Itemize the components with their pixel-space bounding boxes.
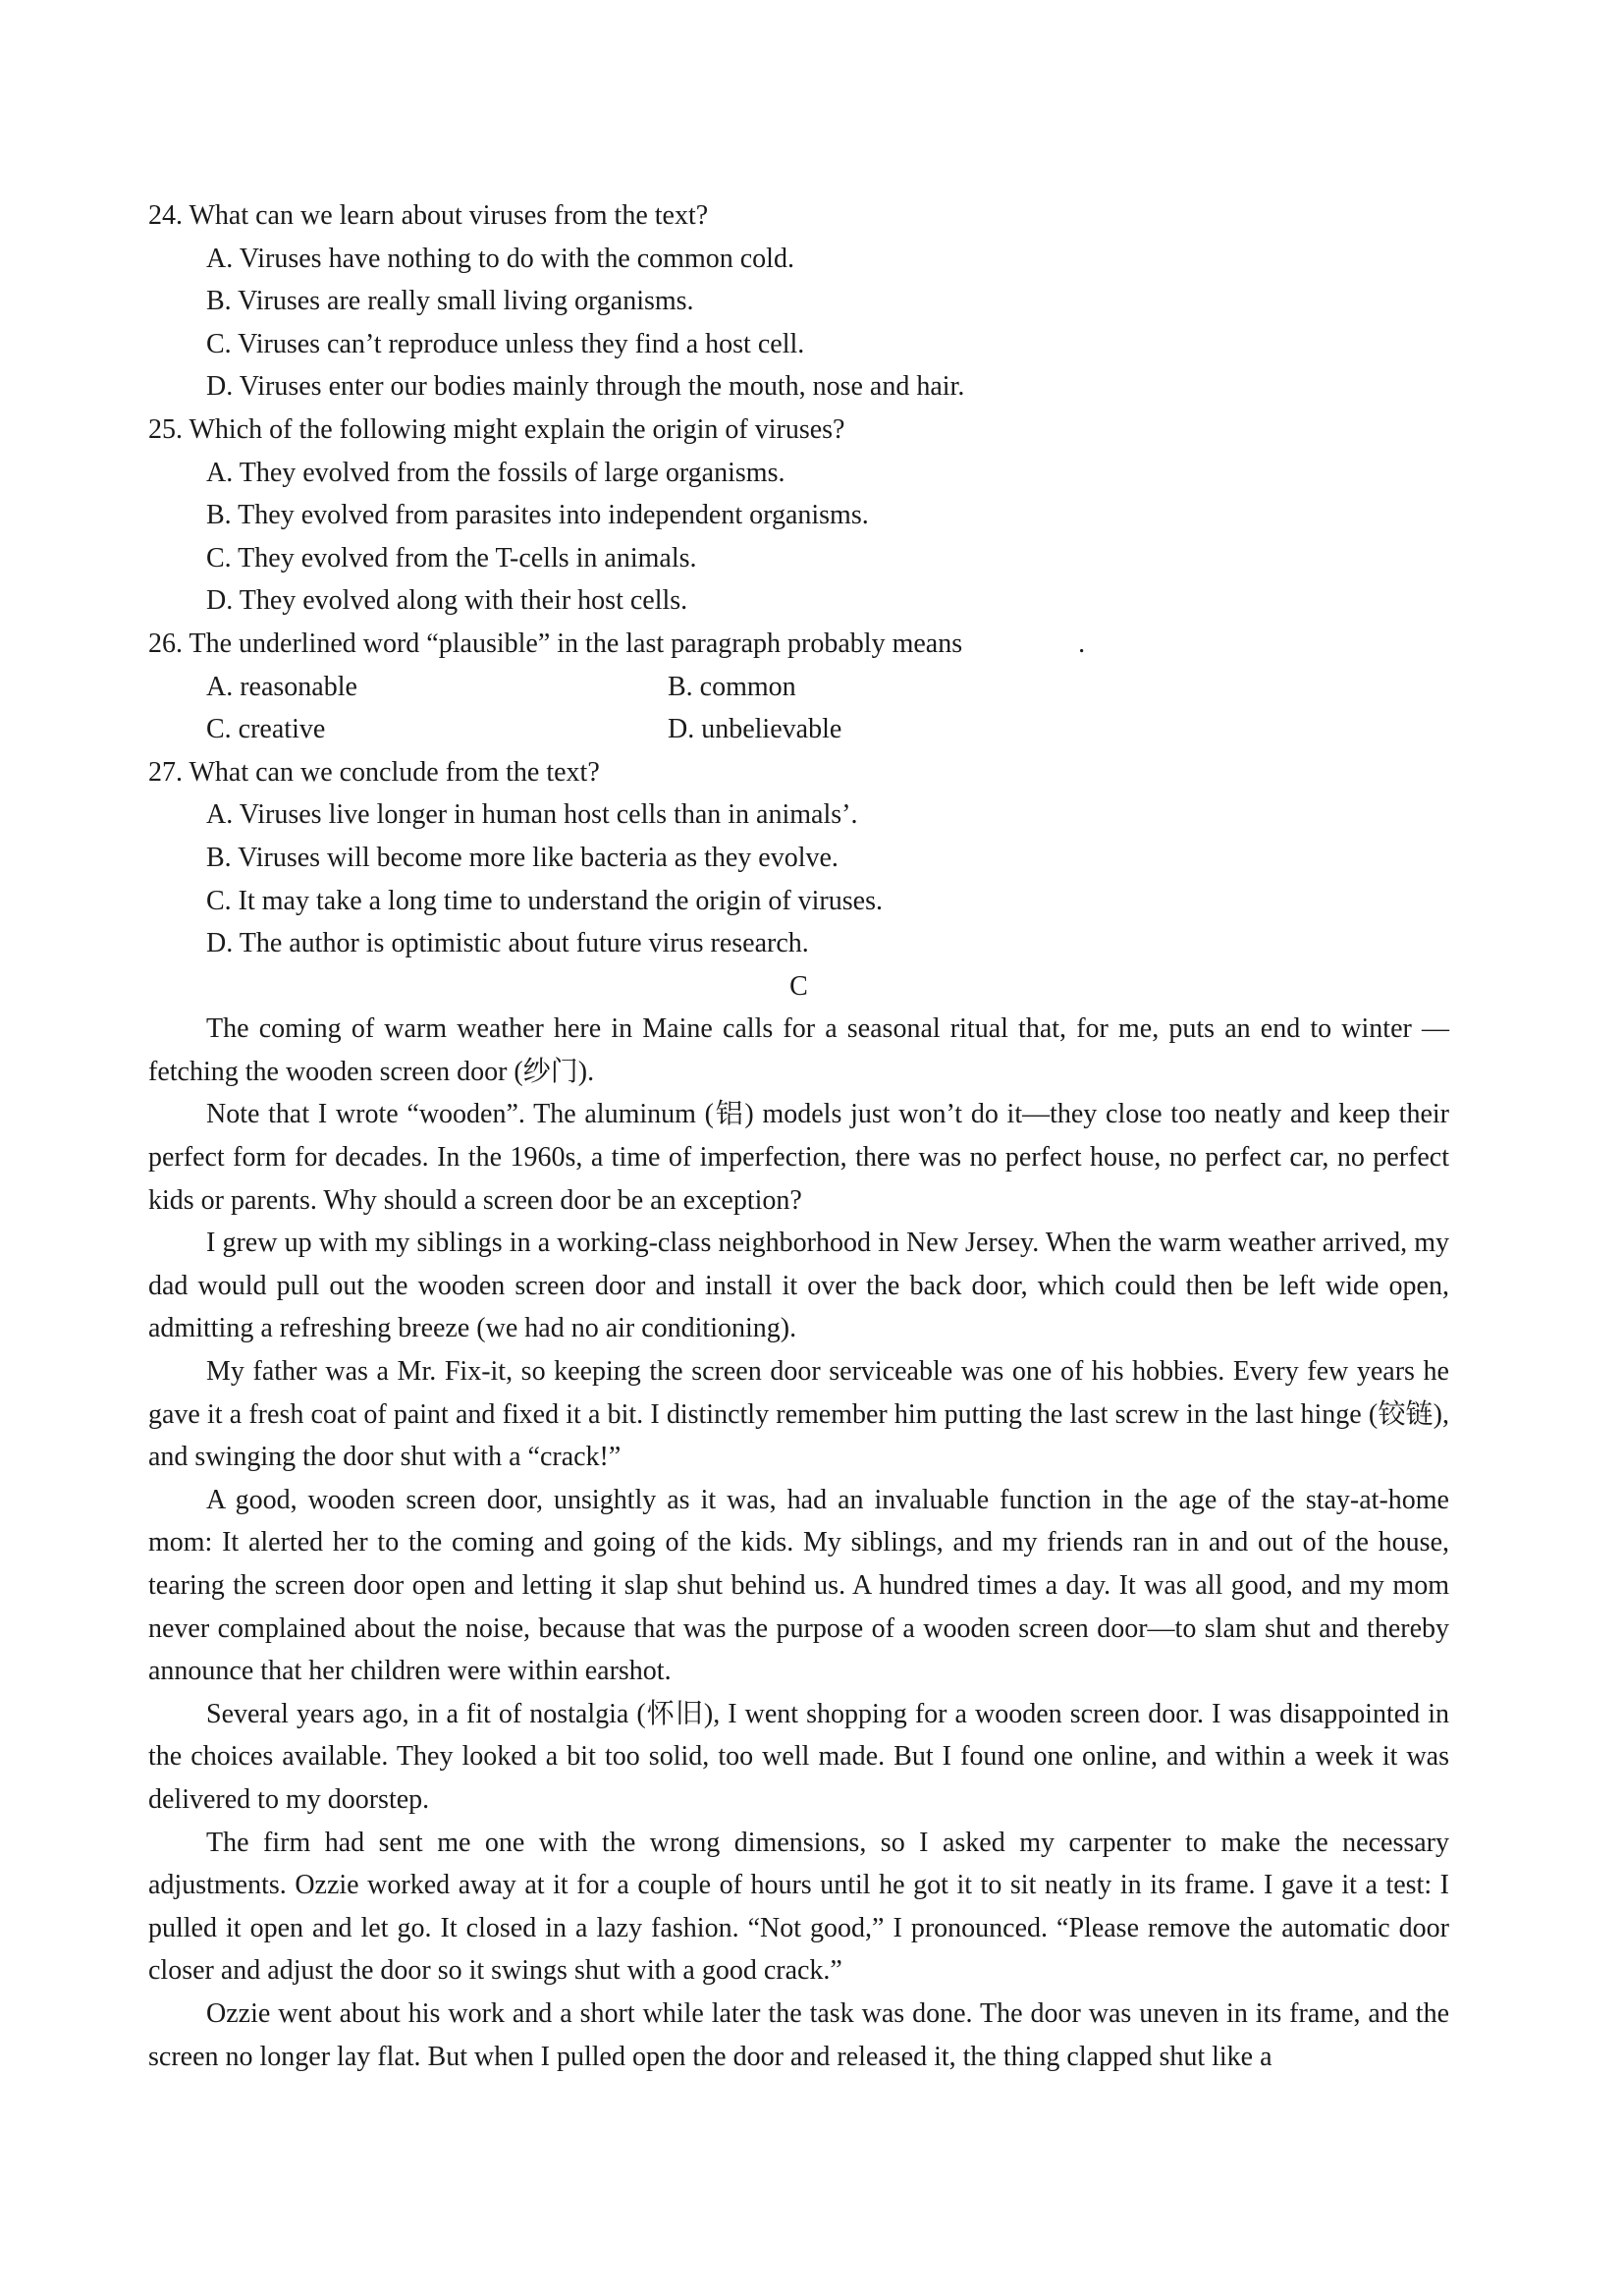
question-27 xyxy=(148,751,1449,965)
paragraph: Several years ago, in a fit of nostalgia (怀旧), I went shopping for a wooden screen door. I was disappointed in the choices available. They looked a bit too solid, too well made. But I found one online, and within a week it was delivered to my doorstep. xyxy=(148,1698,1449,1815)
question-24 xyxy=(148,194,1449,409)
option-a: A. They evolved from the fossils of large organisms. xyxy=(206,457,785,488)
option-c: C. It may take a long time to understand the origin of viruses. xyxy=(206,885,883,916)
option-b: B. Viruses are really small living organisms. xyxy=(206,286,694,317)
option-d: D. Viruses enter our bodies mainly through the mouth, nose and hair. xyxy=(206,371,965,403)
option-a: A. Viruses live longer in human host cells than in animals’. xyxy=(206,799,858,831)
option-row xyxy=(148,666,1449,709)
option-row xyxy=(148,708,1449,751)
option-d: D. They evolved along with their host cells. xyxy=(206,585,688,617)
paragraph: The coming of warm weather here in Maine calls for a seasonal ritual that, for me, puts an end to winter —fetching the wooden screen door (纱门). xyxy=(148,1013,1449,1087)
option-d: D. unbelievable xyxy=(668,714,842,745)
option-c: C. Viruses can’t reproduce unless they find a host cell. xyxy=(206,328,805,359)
option-c: C. They evolved from the T-cells in animals. xyxy=(206,542,697,574)
option-b: B. They evolved from parasites into independent organisms. xyxy=(206,500,869,531)
question-stem-end: . xyxy=(1078,628,1086,659)
paragraph: My father was a Mr. Fix-it, so keeping the screen door serviceable was one of his hobbies. Every few years he gave it a fresh coat of paint and fixed it a bit. I distinctly remember him putting the last screw in the last hinge (铰链), and swinging the door shut with a “crack!” xyxy=(148,1356,1449,1473)
question-stem-text: 26. The underlined word “plausible” in the last paragraph probably means xyxy=(148,628,963,659)
question-stem: 24. What can we learn about viruses from the text? xyxy=(148,200,709,231)
option-d: D. The author is optimistic about future virus research. xyxy=(206,928,809,959)
question-26 xyxy=(148,623,1449,751)
question-stem xyxy=(148,623,1449,666)
paragraph: A good, wooden screen door, unsightly as it was, had an invaluable function in the age of the stay-at-home mom: It alerted her to the coming and going of the kids. My siblings, and my friends ran in and out of the house, tearing the screen door open and letting it slap shut behind us. A hundred times a day. It was all good, and my mom never complained about the noise, because that was the purpose of a wooden screen door—to slam shut and thereby announce that her children were within earshot. xyxy=(148,1484,1449,1687)
option-b: B. Viruses will become more like bacteria as they evolve. xyxy=(206,842,839,873)
paragraph: Note that I wrote “wooden”. The aluminum (铝) models just won’t do it—they close too neatly and keep their perfect form for decades. In the 1960s, a time of imperfection, there was no perfect house, no perfect car, no perfect kids or parents. Why should a screen door be an exception? xyxy=(148,1099,1449,1216)
paragraph: Ozzie went about his work and a short while later the task was done. The door was uneven in its frame, and the screen no longer lay flat. But when I pulled open the door and released it, the thing clapped shut like a xyxy=(148,1997,1449,2072)
paragraph: I grew up with my siblings in a working-class neighborhood in New Jersey. When the warm weather arrived, my dad would pull out the wooden screen door and install it over the back door, which could then be left wide open, admitting a refreshing breeze (we had no air conditioning). xyxy=(148,1228,1449,1344)
passage-label: C xyxy=(789,970,808,1002)
option-a: A. reasonable xyxy=(206,671,357,702)
option-b: B. common xyxy=(668,671,796,702)
exam-page xyxy=(148,194,1449,2078)
question-stem: 27. What can we conclude from the text? xyxy=(148,756,600,788)
passage-c xyxy=(148,965,1449,2078)
question-25 xyxy=(148,409,1449,623)
option-a: A. Viruses have nothing to do with the common cold. xyxy=(206,243,794,274)
question-stem: 25. Which of the following might explain the origin of viruses? xyxy=(148,413,845,445)
option-c: C. creative xyxy=(206,714,326,745)
paragraph: The firm had sent me one with the wrong dimensions, so I asked my carpenter to make the necessary adjustments. Ozzie worked away at it for a couple of hours until he got it to sit neatly in its frame. I gave it a test: I pulled it open and let go. It closed in a lazy fashion. “Not good,” I pronounced. “Please remove the automatic door closer and adjust the door so it swings shut with a good crack.” xyxy=(148,1827,1449,1987)
